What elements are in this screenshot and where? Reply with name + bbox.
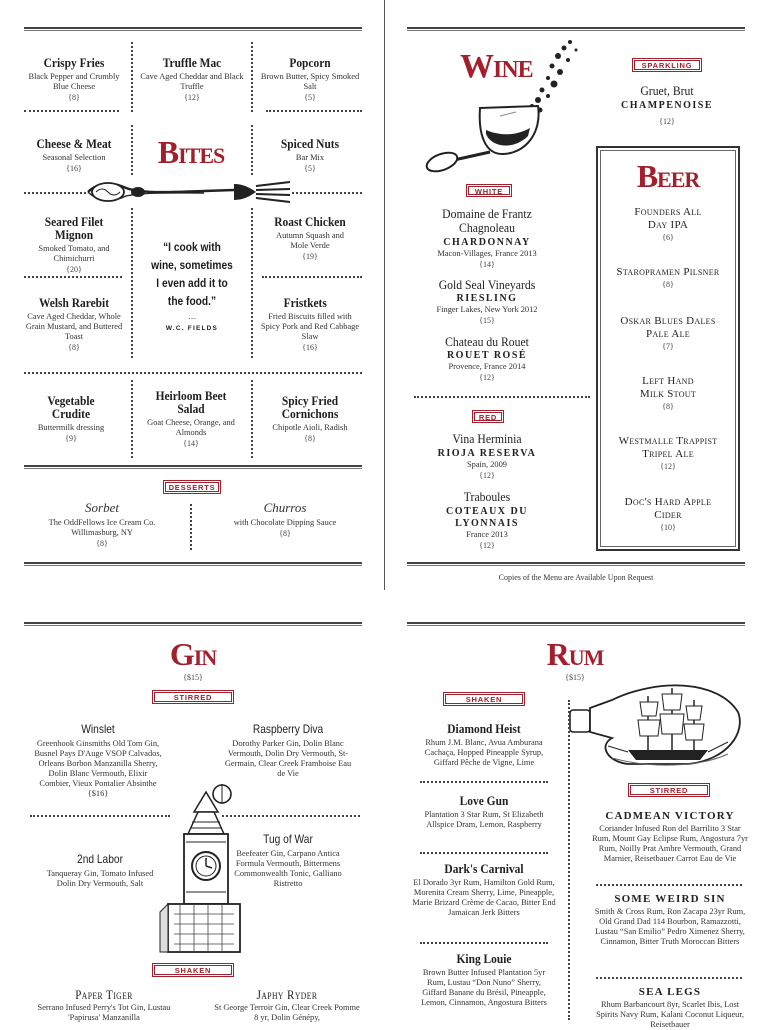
dessert-desc: with Chocolate Dipping Sauce [233, 518, 337, 527]
bite-item [258, 56, 362, 103]
fork-icon [84, 174, 294, 210]
cocktail-desc: Rhum J.M. Blanc, Avua Amburana Cachaça, Hopped Pineapple Syrup, Giffard Pêche de Vigne, Lime [424, 738, 544, 767]
bite-name: Heirloom Beet Salad [155, 388, 227, 416]
cocktail-name: Paper Tiger [75, 987, 133, 1002]
bite-name: Popcorn [289, 55, 331, 70]
cocktail-desc: Plantation 3 Star Rum, St Elizabeth Allspice Dram, Lemon, Raspberry [424, 810, 544, 829]
dessert-name: Sorbet [85, 500, 119, 515]
cocktail-name: Love Gun [459, 793, 509, 808]
wine-name: Vina Herminia [452, 431, 522, 446]
beer-item [606, 315, 730, 352]
bite-price: {8} [304, 434, 316, 443]
wine-price: {12} [479, 541, 495, 550]
cocktail-desc: Greenhook Ginsmiths Old Tom Gin, Busnel Pays D'Auge VSOP Calvados, Orleans Borbon Manzanilla Sherry, Dolin Blanc Vermouth, Elixir Combier, Vieux Pontalier Absinthe {$16} [34, 739, 162, 798]
cocktail-name: Tug of War [263, 832, 313, 846]
sparkling-item [598, 84, 736, 127]
beer-item [606, 375, 730, 412]
beer-name: Founders All Day IPA [634, 206, 702, 231]
bites-row-dots-4 [24, 372, 362, 374]
wine-name: Chateau du Rouet [445, 334, 529, 349]
beer-price: {12} [660, 462, 676, 471]
wine-price: {12} [479, 373, 495, 382]
gin-top-rule [24, 622, 362, 626]
rum-top-rule [407, 622, 745, 626]
cocktail-name: 2nd Labor [77, 852, 123, 866]
cocktail-name: King Louie [456, 951, 512, 966]
rum-stirred-dots-1 [596, 884, 742, 886]
wine-name: Domaine de Frantz Chagnoleau [442, 206, 532, 235]
beer-price: {8} [662, 402, 674, 411]
cocktail-desc: Smith & Cross Rum, Ron Zacapa 23yr Rum, Old Grand Dad 114 Bourbon, Ramazzotti, Lustau “San Emilio” Pedro Ximenez Sherry, Cinnamon, Bitter Truth Moroccan Bitters [594, 907, 746, 946]
wine-varietal: RIOJA RESERVA [437, 448, 537, 459]
wine-origin: Finger Lakes, New York 2012 [436, 305, 538, 314]
bite-desc: Brown Butter, Spicy Smoked Salt [260, 72, 360, 91]
cocktail-desc: Serrano Infused Perry's Tot Gin, Lustau 'Papirusa' Manzanilla [37, 1003, 171, 1022]
quote-text: “I cook with wine, sometimes I even add it to the food.” [151, 240, 233, 308]
bite-desc: Cave Aged Cheddar and Black Truffle [140, 72, 244, 91]
cocktail-desc: Beefeater Gin, Carpano Antica Formula Vermouth, Bittermens Commonwealth Tonic, Galliano Ristretto [234, 849, 342, 888]
wine-item [420, 207, 554, 270]
beer-name: Doc's Hard Apple Cider [624, 496, 712, 521]
bites-col-dots-3 [131, 125, 133, 175]
bites-col-dots-2 [251, 42, 253, 112]
bites-col-dots-4 [251, 125, 253, 175]
wine-varietal: CHARDONNAY [443, 237, 531, 248]
bite-desc: Cave Aged Cheddar, Whole Grain Mustard, and Buttered Toast [25, 312, 123, 341]
rum-col-dots [568, 700, 570, 1020]
bites-col-dots-8 [251, 380, 253, 458]
gin-row-dots-a [30, 815, 170, 817]
bites-title: Bites [157, 134, 225, 170]
bite-price: {16} [66, 164, 82, 173]
bite-desc: Goat Cheese, Orange, and Almonds [147, 418, 235, 437]
wine-origin: France 2013 [466, 530, 508, 539]
wine-item [420, 432, 554, 481]
desserts-divider [190, 504, 192, 550]
dessert-price: {8} [279, 529, 291, 538]
bite-price: {12} [184, 93, 200, 102]
wine-varietal: CHAMPENOISE [620, 100, 714, 111]
dessert-item [34, 500, 170, 549]
bite-name: Truffle Mac [162, 55, 222, 70]
bite-name: Fristkets [283, 295, 327, 310]
bite-price: {19} [302, 252, 318, 261]
rum-stirred-dots-2 [596, 977, 742, 979]
cocktail-desc: El Dorado 3yr Rum, Hamilton Gold Rum, Morenita Cream Sherry, Lime, Pineapple, Marie Brizard Crème de Cacao, Bitter End Jamaican Jerk Bitters [412, 878, 556, 917]
bite-price: {20} [66, 265, 82, 274]
bite-desc: Chipotle Aioli, Radish [272, 423, 348, 432]
bite-desc: Black Pepper and Crumbly Blue Cheese [28, 72, 120, 91]
bite-item [24, 56, 124, 103]
bite-price: {5} [304, 93, 316, 102]
beer-name: Westmalle Trappist Tripel Ale [618, 435, 718, 460]
bite-desc: Autumn Squash and Mole Verde [276, 231, 344, 250]
wine-item [420, 335, 554, 383]
bite-name: Spiced Nuts [280, 136, 340, 151]
cocktail-name: SEA LEGS [638, 986, 702, 998]
quote-block [142, 238, 242, 332]
wine-varietal: COTEAUX DU LYONNAIS [446, 506, 528, 529]
cocktail-name: Raspberry Diva [252, 722, 324, 736]
bite-desc: Seasonal Selection [42, 153, 106, 162]
bites-col-dots-1 [131, 42, 133, 112]
dessert-desc: The OddFellows Ice Cream Co. Willimasburg, NY [48, 518, 156, 537]
cocktail-item [412, 862, 556, 918]
bites-row-dots-1a [24, 110, 119, 112]
beer-price: {8} [662, 280, 674, 289]
desserts-tag: DESSERTS [163, 480, 221, 494]
bite-desc: Bar Mix [295, 153, 325, 162]
cocktail-item [592, 893, 748, 947]
clock-tower-icon [154, 782, 250, 954]
rum-shaken-tag: SHAKEN [443, 692, 525, 706]
bite-name: Seared Filet Mignon [44, 214, 104, 242]
bite-name: Crispy Fries [43, 55, 105, 70]
bites-row-dots-1b [266, 110, 362, 112]
rum-title: Rum [546, 636, 604, 672]
bites-col-dots-6 [251, 208, 253, 358]
cocktail-desc: St George Terroir Gin, Clear Creek Pomme 8 yr, Dolin Génépy, [214, 1003, 360, 1022]
wine-name: Gruet, Brut [640, 83, 694, 98]
bites-row-dots-3b [262, 276, 362, 278]
dessert-price: {8} [96, 539, 108, 548]
wine-item [420, 278, 554, 326]
bite-item [32, 394, 110, 444]
rum-price: {$15} [565, 673, 585, 682]
wine-name: Traboules [463, 489, 511, 504]
bite-item [258, 296, 362, 353]
cocktail-item [414, 952, 554, 1008]
bite-price: {8} [68, 343, 80, 352]
bite-item [24, 137, 124, 174]
bite-name: Roast Chicken [274, 214, 346, 229]
cocktail-desc: Tanqueray Gin, Tomato Infused Dolin Dry Vermouth, Salt [46, 869, 154, 888]
beer-name: Staropramen Pilsner [616, 266, 720, 278]
dessert-item [222, 500, 348, 539]
wine-bottom-rule [407, 562, 745, 566]
cocktail-item [212, 988, 362, 1023]
quote-dots: … [187, 312, 197, 321]
beer-title: Beer [636, 158, 700, 194]
cocktail-desc: Brown Butter Infused Plantation 5yr Rum, Lustau “Don Nuno” Sherry, Giffard Banane du Brésil, Pineapple, Lemon, Cinnamon, Angostura Bitters [421, 968, 547, 1007]
bite-name: Vegetable Crudite [47, 393, 95, 421]
cocktail-desc: Coriander Infused Ron del Barrilito 3 Star Rum, Mount Gay Eclipse Rum, Angostura 7yr Rum, Noilly Prat Ambre Vermouth, Grand Marnier, Reisetbauer Carrot Eau de Vie [592, 824, 748, 863]
cocktail-item [222, 722, 354, 779]
bite-name: Spicy Fried Cornichons [281, 393, 339, 421]
bite-item [22, 296, 126, 353]
beer-item [604, 435, 732, 472]
cocktail-name: Diamond Heist [447, 721, 521, 736]
wine-top-rule [407, 27, 745, 31]
bite-price: {8} [68, 93, 80, 102]
wine-title: Wine [460, 48, 533, 85]
bite-name: Welsh Rarebit [38, 295, 110, 310]
dessert-name: Churros [263, 500, 307, 515]
sparkling-tag: SPARKLING [632, 58, 702, 72]
wine-origin: Provence, France 2014 [448, 362, 526, 371]
rum-row-dots-2 [420, 852, 548, 854]
cocktail-item [592, 986, 748, 1030]
bites-col-dots-5 [131, 208, 133, 358]
bite-desc: Smoked Tomato, and Chimichurri [38, 244, 110, 263]
wine-price: {12} [659, 117, 675, 126]
bite-desc: Buttermilk dressing [37, 423, 105, 432]
bite-price: {16} [302, 343, 318, 352]
gin-price: {$15} [183, 673, 203, 682]
wine-varietal: ROUET ROSÉ [446, 350, 528, 361]
gin-title: Gin [169, 636, 217, 672]
bite-item [18, 215, 130, 275]
cocktail-item [44, 852, 156, 889]
cocktail-name: CADMEAN VICTORY [605, 810, 735, 822]
cocktail-item [34, 722, 162, 799]
wine-price: {14} [479, 260, 495, 269]
beer-name: Oskar Blues Dales Pale Ale [620, 315, 716, 340]
bites-top-rule [24, 27, 362, 31]
beer-item [606, 496, 730, 533]
wine-origin: Macon-Villages, France 2013 [437, 249, 537, 258]
wine-price: {12} [479, 471, 495, 480]
wine-name: Gold Seal Vineyards [438, 277, 536, 292]
bites-row-dots-3a [24, 276, 122, 278]
bite-item [264, 394, 356, 444]
cocktail-item [412, 722, 556, 768]
bite-item [140, 56, 244, 103]
beer-item [606, 206, 730, 243]
cocktail-desc: Dorothy Parker Gin, Dolin Blanc Vermouth, Dolin Dry Vermouth, St-Germain, Clear Creek Framboise Eau de Vie [224, 739, 352, 778]
beer-price: {7} [662, 342, 674, 351]
wine-glass-icon [420, 36, 586, 184]
bite-price: {9} [65, 434, 77, 443]
bite-item [258, 215, 362, 262]
beer-price: {6} [662, 233, 674, 242]
cocktail-desc: Rhum Barbancourt 8yr, Scarlet Ibis, Lost Spirits Navy Rum, Kalani Coconut Liqueur, Reisetbauer [596, 1000, 744, 1029]
bite-item [258, 137, 362, 174]
red-wine-tag: RED [472, 410, 504, 423]
rum-row-dots-3 [420, 942, 548, 944]
bites-row-dots-2a [24, 192, 86, 194]
cocktail-name: Dark's Carnival [444, 861, 524, 876]
bites-row-dots-2b [292, 192, 362, 194]
cocktail-item [420, 794, 548, 830]
gin-stirred-tag: STIRRED [152, 690, 234, 704]
wine-origin: Spain, 2009 [466, 460, 507, 469]
white-wine-tag: WHITE [466, 184, 512, 197]
wine-varietal: RIESLING [456, 293, 518, 304]
bite-item [145, 389, 237, 449]
wine-row-dots [414, 396, 590, 398]
gin-shaken-tag: SHAKEN [152, 963, 234, 977]
ship-in-bottle-icon [568, 672, 748, 770]
bite-price: {14} [183, 439, 199, 448]
cocktail-name: Winslet [81, 722, 115, 736]
bite-desc: Fried Biscuits filled with Spicy Pork and Red Cabbage Slaw [260, 312, 360, 341]
cocktail-name: Japhy Ryder [256, 987, 318, 1002]
bites-bottom-rule [24, 465, 362, 469]
cocktail-item [592, 810, 748, 864]
wine-item [420, 490, 554, 551]
bites-col-dots-7 [131, 380, 133, 458]
bite-price: {5} [304, 164, 316, 173]
bite-name: Cheese & Meat [36, 136, 112, 151]
rum-row-dots-1 [420, 781, 548, 783]
copies-note: Copies of the Menu are Available Upon Request [498, 573, 654, 582]
desserts-bottom-rule [24, 562, 362, 566]
quote-author: W.C. FIELDS [165, 325, 219, 332]
page-spread-divider [384, 0, 385, 590]
cocktail-name: SOME WEIRD SIN [614, 893, 726, 905]
beer-item [600, 266, 736, 290]
rum-stirred-tag: STIRRED [628, 783, 710, 797]
beer-price: {10} [660, 523, 676, 532]
wine-price: {15} [479, 316, 495, 325]
cocktail-item [30, 988, 178, 1023]
beer-name: Left Hand Milk Stout [639, 375, 697, 400]
